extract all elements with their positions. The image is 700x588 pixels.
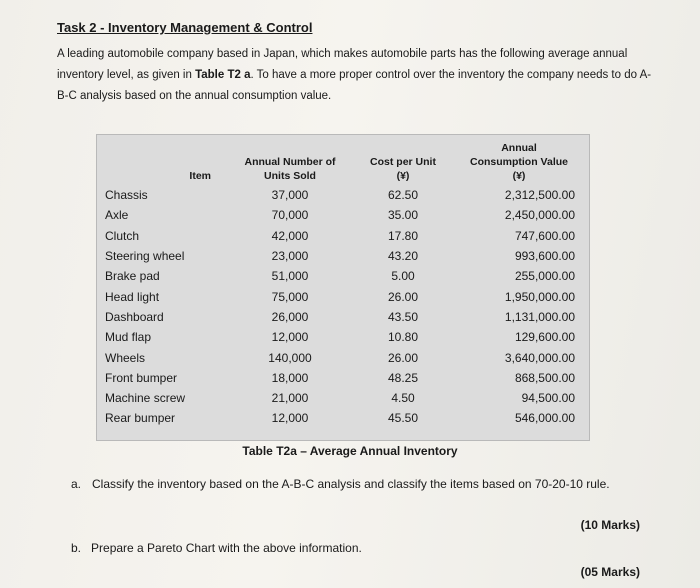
table-row bbox=[101, 286, 583, 306]
cell-cost: 35.00 bbox=[387, 208, 419, 223]
cell-units: 23,000 bbox=[271, 249, 309, 264]
cell-item: Clutch bbox=[105, 228, 140, 243]
cell-cost: 10.80 bbox=[387, 330, 419, 345]
cell-value: 2,312,500.00 bbox=[504, 188, 575, 203]
intro-paragraph bbox=[57, 44, 657, 107]
cell-value: 1,950,000.00 bbox=[504, 289, 575, 304]
inventory-table-frame bbox=[96, 134, 590, 441]
cell-cost: 62.50 bbox=[387, 188, 419, 203]
cell-cost: 26.00 bbox=[387, 289, 419, 304]
cell-item: Front bumper bbox=[105, 370, 178, 385]
cell-item: Wheels bbox=[105, 350, 146, 365]
cell-value: 255,000.00 bbox=[514, 269, 575, 284]
header-item: Item bbox=[189, 170, 211, 182]
cell-cost: 26.00 bbox=[387, 350, 419, 365]
cell-item: Mud flap bbox=[105, 330, 152, 345]
cell-value: 747,600.00 bbox=[514, 228, 575, 243]
cell-cost: 43.20 bbox=[387, 249, 419, 264]
cell-item: Axle bbox=[105, 208, 129, 223]
question-b bbox=[71, 541, 362, 555]
cell-units: 12,000 bbox=[271, 330, 309, 345]
intro-text-1: A leading automobile company based in Japan, which makes automobile parts has the following average annual inventory level, as given in bbox=[57, 48, 628, 81]
table-row bbox=[101, 246, 583, 266]
header-units: Annual Number of Units Sold bbox=[244, 156, 336, 182]
question-a-text: Classify the inventory based on the A-B-C analysis and classify the items based on 70-20-10 rule. bbox=[92, 477, 610, 491]
cell-item: Brake pad bbox=[105, 269, 160, 284]
table-header-row bbox=[101, 139, 583, 185]
table-row bbox=[101, 266, 583, 286]
table-row bbox=[101, 368, 583, 388]
cell-item: Dashboard bbox=[105, 309, 164, 324]
question-b-text: Prepare a Pareto Chart with the above information. bbox=[91, 541, 362, 555]
question-b-label: b. bbox=[71, 541, 82, 555]
cell-cost: 5.00 bbox=[391, 269, 415, 284]
cell-value: 868,500.00 bbox=[514, 370, 575, 385]
header-cost: Cost per Unit (¥) bbox=[370, 156, 436, 182]
intro-table-ref: Table T2 a bbox=[195, 69, 251, 81]
table-caption: Table T2a – Average Annual Inventory bbox=[242, 444, 458, 458]
cell-value: 993,600.00 bbox=[514, 249, 575, 264]
cell-item: Rear bumper bbox=[105, 411, 176, 426]
cell-cost: 17.80 bbox=[387, 228, 419, 243]
intro-text-2: . To have a more proper control over the inventory the company needs to do A-B-C analysis based on the annual consumption value. bbox=[57, 69, 652, 102]
table-row bbox=[101, 185, 583, 205]
question-a-marks: (10 Marks) bbox=[580, 518, 640, 532]
cell-units: 51,000 bbox=[271, 269, 309, 284]
table-row bbox=[101, 226, 583, 246]
cell-value: 129,600.00 bbox=[514, 330, 575, 345]
cell-units: 21,000 bbox=[271, 391, 309, 406]
question-a-label: a. bbox=[71, 477, 82, 491]
cell-item: Head light bbox=[105, 289, 160, 304]
cell-units: 37,000 bbox=[271, 188, 309, 203]
cell-units: 140,000 bbox=[268, 350, 312, 365]
table-row bbox=[101, 327, 583, 347]
cell-units: 26,000 bbox=[271, 309, 309, 324]
cell-value: 546,000.00 bbox=[514, 411, 575, 426]
cell-value: 94,500.00 bbox=[521, 391, 575, 406]
cell-item: Chassis bbox=[105, 188, 148, 203]
cell-units: 12,000 bbox=[271, 411, 309, 426]
cell-cost: 45.50 bbox=[387, 411, 419, 426]
table-row bbox=[101, 408, 583, 428]
cell-units: 42,000 bbox=[271, 228, 309, 243]
cell-value: 1,131,000.00 bbox=[504, 309, 575, 324]
table-row bbox=[101, 347, 583, 367]
header-value: Annual Consumption Value (¥) bbox=[469, 142, 568, 182]
cell-cost: 48.25 bbox=[387, 370, 419, 385]
table-row bbox=[101, 307, 583, 327]
table-row bbox=[101, 205, 583, 225]
cell-units: 70,000 bbox=[271, 208, 309, 223]
question-b-marks: (05 Marks) bbox=[580, 565, 640, 579]
cell-cost: 43.50 bbox=[387, 309, 419, 324]
cell-cost: 4.50 bbox=[391, 391, 415, 406]
task-heading: Task 2 - Inventory Management & Control bbox=[57, 20, 313, 35]
cell-item: Steering wheel bbox=[105, 249, 185, 264]
cell-value: 3,640,000.00 bbox=[504, 350, 575, 365]
cell-item: Machine screw bbox=[105, 391, 186, 406]
cell-units: 75,000 bbox=[271, 289, 309, 304]
inventory-table bbox=[101, 139, 583, 429]
cell-units: 18,000 bbox=[271, 370, 309, 385]
table-row bbox=[101, 388, 583, 408]
cell-value: 2,450,000.00 bbox=[504, 208, 575, 223]
